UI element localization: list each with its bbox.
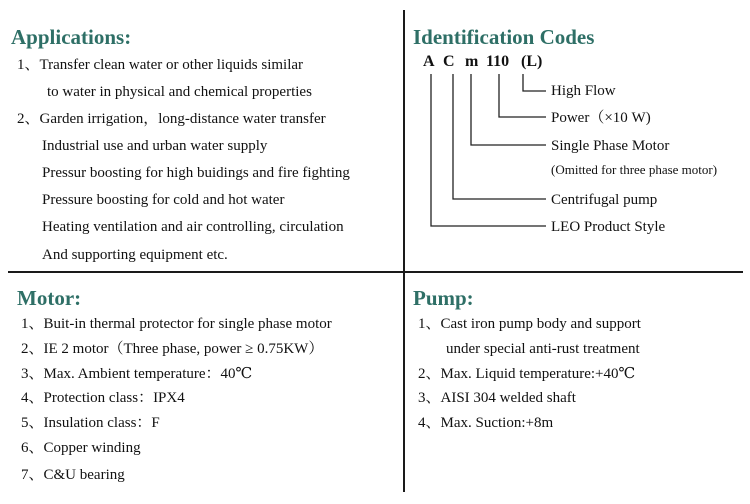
applications-line: Pressure boosting for cold and hot water [42, 192, 285, 208]
applications-line: 2、Garden irrigation，long-distance water transfer [17, 111, 326, 127]
code-letter-a: A [423, 53, 435, 70]
label-power: Power（×10 W) [551, 110, 651, 126]
applications-heading: Applications: [11, 25, 132, 49]
pump-line: 4、Max. Suction:+8m [418, 415, 554, 431]
applications-line: Pressur boosting for high buidings and fire fighting [42, 165, 350, 181]
applications-line: Industrial use and urban water supply [42, 138, 268, 154]
applications-line: 1、Transfer clean water or other liquids similar [17, 57, 304, 73]
motor-line: 1、Buit-in thermal protector for single phase motor [21, 316, 332, 332]
motor-line: 4、Protection class：IPX4 [21, 390, 185, 406]
applications-line: Heating ventilation and air controlling, circulation [42, 219, 344, 235]
label-single-phase-motor: Single Phase Motor [551, 138, 670, 154]
pump-line: 3、AISI 304 welded shaft [418, 390, 576, 406]
motor-line: 3、Max. Ambient temperature：40℃ [21, 366, 253, 382]
applications-line: And supporting equipment etc. [42, 247, 228, 263]
code-letter-c: C [443, 53, 455, 70]
motor-line: 6、Copper winding [21, 440, 141, 456]
label-product-style: LEO Product Style [551, 219, 666, 235]
label-omitted-note: (Omitted for three phase motor) [551, 162, 718, 177]
code-power: 110 [486, 53, 510, 70]
motor-heading: Motor: [17, 286, 82, 310]
label-centrifugal-pump: Centrifugal pump [551, 192, 658, 208]
identification-heading: Identification Codes [413, 25, 595, 49]
code-flow: (L) [521, 53, 543, 70]
applications-line: to water in physical and chemical properties [47, 84, 312, 100]
label-high-flow: High Flow [551, 83, 616, 99]
motor-line: 2、IE 2 motor（Three phase, power ≥ 0.75KW） [21, 341, 324, 357]
pump-line: under special anti-rust treatment [446, 341, 640, 357]
motor-line: 5、Insulation class：F [21, 415, 160, 431]
motor-line: 7、C&U bearing [21, 467, 125, 483]
pump-line: 2、Max. Liquid temperature:+40℃ [418, 366, 636, 382]
code-letter-m: m [465, 53, 479, 70]
pump-heading: Pump: [413, 286, 474, 310]
pump-line: 1、Cast iron pump body and support [418, 316, 641, 332]
